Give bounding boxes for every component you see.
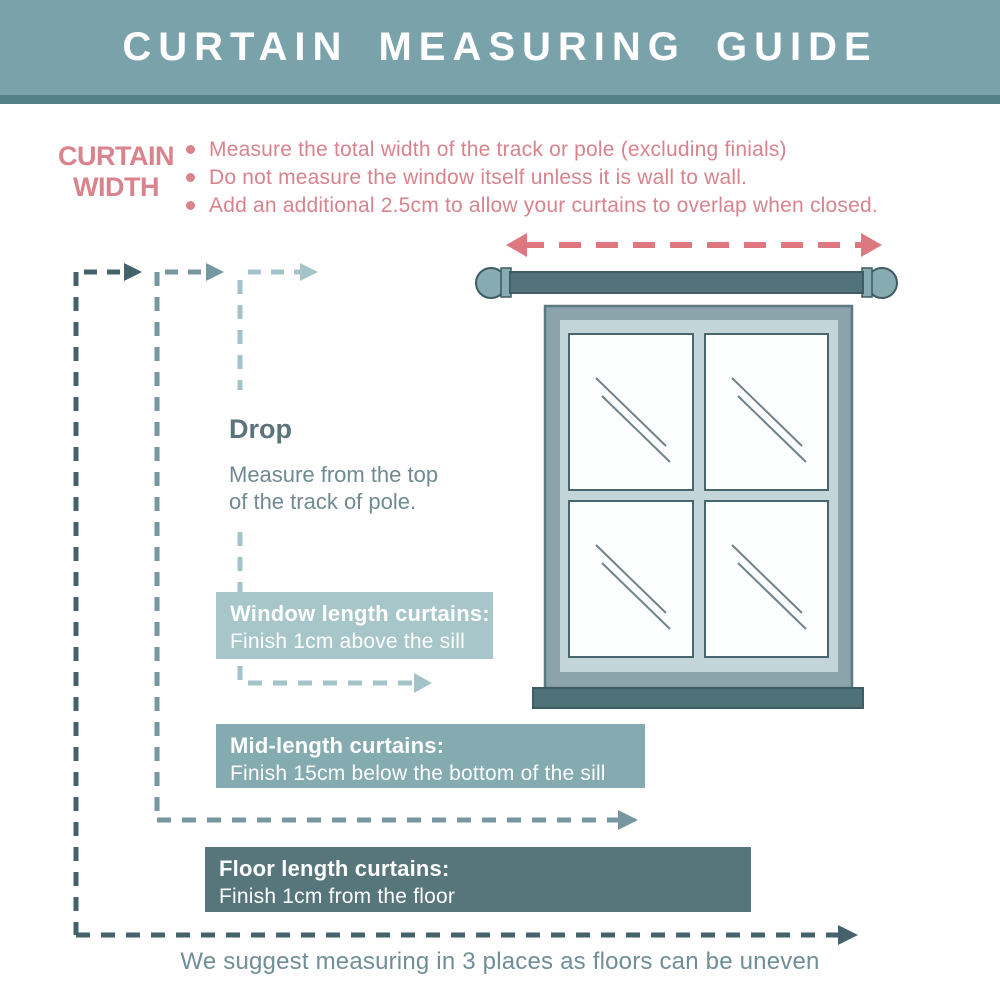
window-pane <box>569 501 693 657</box>
window-length-subtitle: Finish 1cm above the sill <box>230 630 465 653</box>
drop-heading: Drop <box>229 414 292 444</box>
window-pane <box>569 334 693 490</box>
mid-length-title: Mid-length curtains: <box>230 733 445 758</box>
floor-length-box <box>205 847 751 912</box>
drop-description <box>229 461 438 515</box>
window-length-box <box>216 592 493 659</box>
window-pane <box>705 334 828 490</box>
drop-description-line: Measure from the top <box>229 462 439 487</box>
mid-length-subtitle: Finish 15cm below the bottom of the sill <box>230 762 606 785</box>
window-pane <box>705 501 828 657</box>
window-length-title: Window length curtains: <box>230 601 490 626</box>
bullet-text: Do not measure the window itself unless it is wall to wall. <box>209 166 748 189</box>
mid-length-box <box>216 724 645 788</box>
footer-note: We suggest measuring in 3 places as floors can be uneven <box>180 948 820 975</box>
page-title: CURTAIN MEASURING GUIDE <box>122 25 878 69</box>
floor-length-subtitle: Finish 1cm from the floor <box>219 885 456 908</box>
window-sill <box>533 688 863 708</box>
bullet-text: Add an additional 2.5cm to allow your curtains to overlap when closed. <box>209 194 878 217</box>
bullet-text: Measure the total width of the track or pole (excluding finials) <box>209 138 787 161</box>
window-illustration <box>533 306 863 708</box>
width-measure-arrow-icon <box>506 233 882 257</box>
drop-description-line: of the track of pole. <box>229 489 417 514</box>
curtain-width-label: CURTAIN WIDTH <box>58 141 174 202</box>
curtain-pole <box>476 268 897 298</box>
floor-length-title: Floor length curtains: <box>219 856 450 881</box>
